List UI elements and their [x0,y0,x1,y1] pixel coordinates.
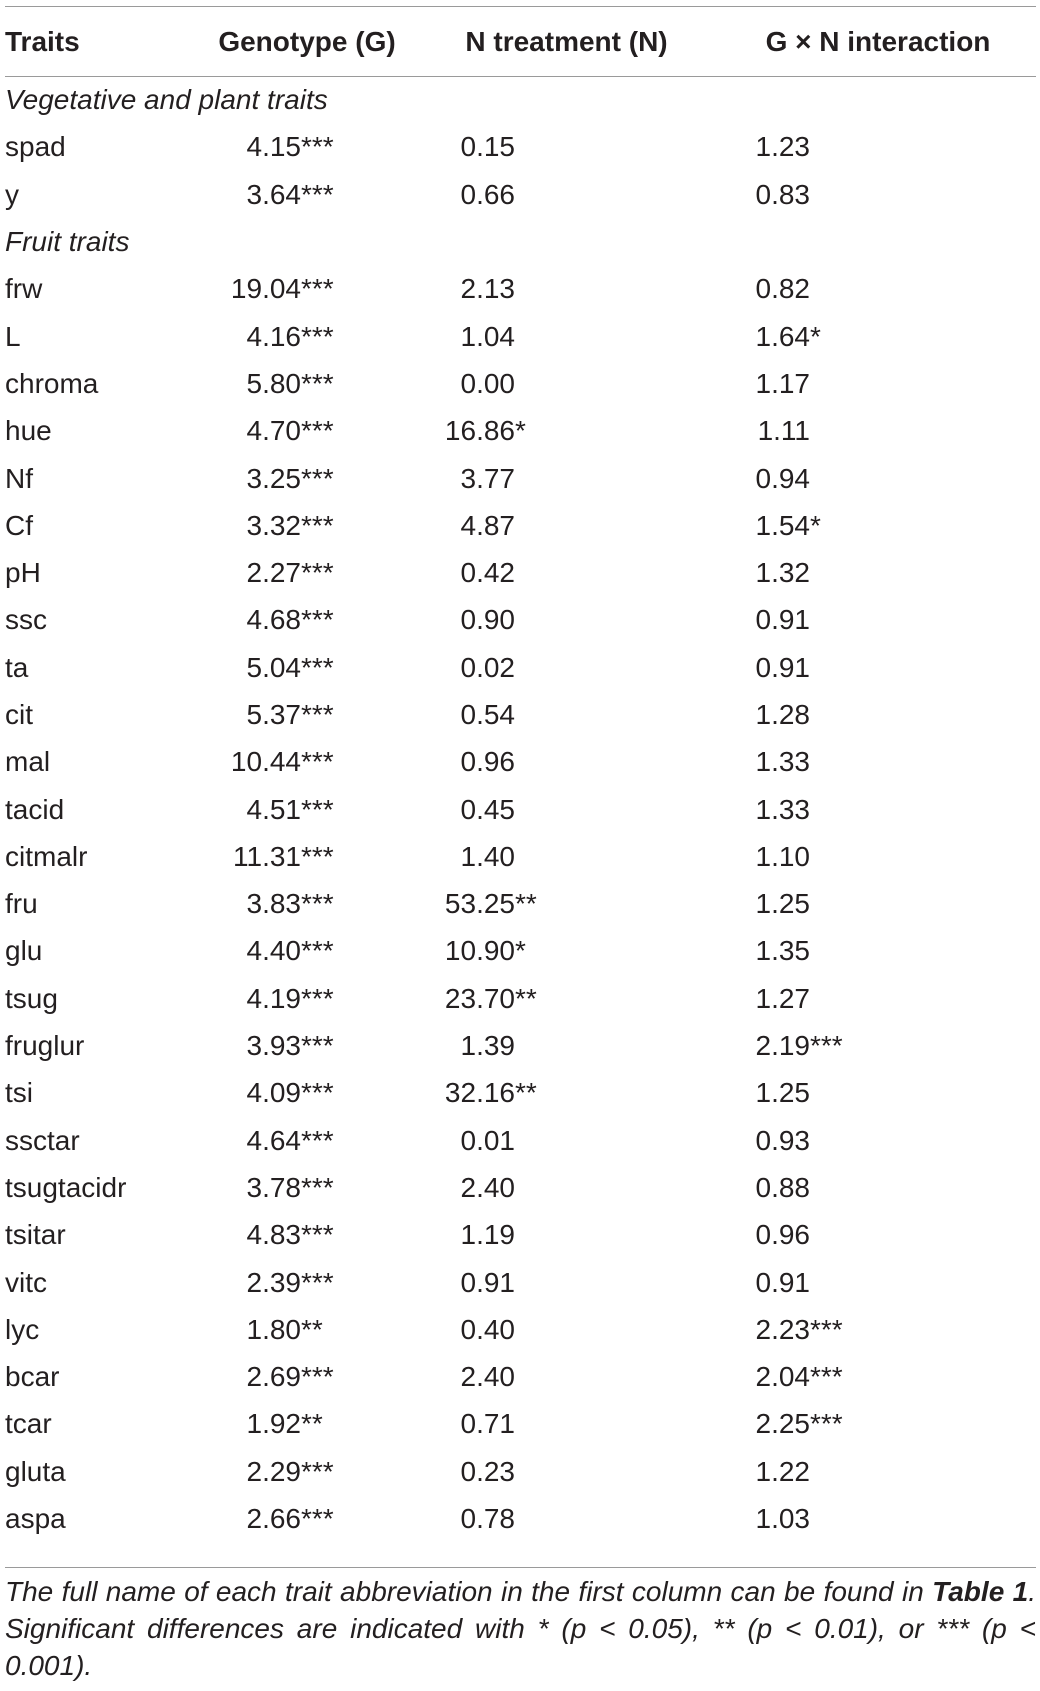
genotype-significance: *** [301,1361,334,1393]
gxn-interaction-cell [720,786,1036,833]
trait-name: aspa [5,1503,66,1535]
n-treatment-cell [413,1354,720,1401]
genotype-cell [201,691,413,738]
table-row [5,1448,1036,1495]
gxn-interaction-value: 1.23 [755,131,810,163]
genotype-cell [201,975,413,1022]
gxn-interaction-value: 1.28 [755,699,810,730]
n-treatment-value: 16.86 [444,415,515,447]
genotype-value: 3.93 [246,1030,301,1062]
table-bottom-rule [5,1567,1036,1568]
n-treatment-cell [413,171,720,218]
n-treatment-cell [413,124,720,171]
table-row [5,171,1036,218]
n-treatment-significance: ** [515,1077,537,1109]
gxn-interaction-value: 1.33 [755,746,810,778]
genotype-value: 2.27 [246,557,301,589]
gxn-interaction-value: 1.03 [755,1503,810,1535]
n-treatment-cell [413,1306,720,1353]
genotype-significance: *** [301,651,334,683]
genotype-significance: *** [301,840,334,872]
genotype-value: 2.69 [246,1361,301,1393]
trait-name: chroma [5,367,99,399]
gxn-interaction-value: 0.91 [755,651,810,683]
gxn-interaction-cell [720,1259,1036,1306]
trait-name: ssctar [5,1124,80,1156]
table-row [5,502,1036,549]
gxn-interaction-cell [720,833,1036,880]
n-treatment-value: 0.54 [460,699,515,730]
genotype-cell [201,360,413,407]
header-n-treatment: N treatment (N) [465,25,668,57]
genotype-value: 1.92 [246,1408,301,1440]
gxn-interaction-significance: *** [810,1408,843,1440]
n-treatment-cell [413,881,720,928]
gxn-interaction-value: 1.10 [755,840,810,872]
n-treatment-significance: * [515,935,526,967]
n-treatment-cell [413,360,720,407]
genotype-significance: *** [301,1266,334,1298]
genotype-significance: *** [301,367,334,399]
gxn-interaction-cell [720,739,1036,786]
genotype-value: 5.04 [246,651,301,683]
table-row [5,881,1036,928]
gxn-interaction-cell [720,928,1036,975]
genotype-cell [201,739,413,786]
gxn-interaction-cell [720,1401,1036,1448]
gxn-interaction-value: 1.17 [755,367,810,399]
table-row [5,360,1036,407]
n-treatment-significance: * [515,415,526,447]
genotype-value: 4.83 [246,1219,301,1251]
trait-name: mal [5,746,51,778]
genotype-significance: *** [301,1455,334,1487]
gxn-interaction-cell [720,1354,1036,1401]
gxn-interaction-value: 1.22 [755,1455,810,1487]
genotype-cell [201,408,413,455]
genotype-cell [201,1259,413,1306]
n-treatment-value: 1.04 [460,320,515,352]
genotype-significance: *** [301,557,334,589]
n-treatment-value: 32.16 [444,1077,515,1109]
gxn-interaction-value: 2.25 [755,1408,810,1440]
genotype-value: 3.64 [246,178,301,210]
n-treatment-cell [413,1259,720,1306]
genotype-cell [201,1354,413,1401]
n-treatment-value: 0.02 [460,651,515,683]
gxn-interaction-cell [720,124,1036,171]
genotype-significance: ** [301,1408,323,1440]
gxn-interaction-cell [720,1117,1036,1164]
gxn-interaction-cell [720,881,1036,928]
genotype-value: 4.70 [246,415,301,447]
genotype-value: 4.19 [246,982,301,1014]
trait-name: gluta [5,1455,66,1487]
trait-name: fruglur [5,1030,85,1062]
gxn-interaction-cell [720,1022,1036,1069]
genotype-cell [201,1306,413,1353]
genotype-significance: *** [301,131,334,163]
genotype-significance: *** [301,1124,334,1156]
genotype-value: 3.83 [246,888,301,920]
trait-name: tsitar [5,1219,66,1251]
gxn-interaction-value: 2.04 [755,1361,810,1393]
n-treatment-value: 2.13 [460,273,515,305]
genotype-significance: *** [301,1503,334,1535]
genotype-significance: *** [301,982,334,1014]
genotype-value: 4.16 [246,320,301,352]
table-row [5,1117,1036,1164]
genotype-value: 4.40 [246,935,301,967]
table-row [5,1401,1036,1448]
trait-name: ssc [5,604,47,636]
gxn-interaction-value: 1.33 [755,793,810,825]
gxn-interaction-value: 0.91 [755,1266,810,1298]
gxn-interaction-cell [720,313,1036,360]
n-treatment-value: 1.40 [460,840,515,872]
gxn-interaction-value: 1.25 [755,1077,810,1109]
genotype-value: 4.15 [246,131,301,163]
trait-name: y [5,178,19,210]
n-treatment-cell [413,1401,720,1448]
trait-name: Cf [5,509,33,541]
n-treatment-cell [413,975,720,1022]
genotype-value: 10.44 [230,746,301,778]
section-title: Vegetative and plant traits [5,84,328,116]
n-treatment-cell [413,502,720,549]
gxn-interaction-cell [720,1495,1036,1542]
genotype-cell [201,1164,413,1211]
n-treatment-cell [413,313,720,360]
n-treatment-cell [413,786,720,833]
trait-name: glu [5,935,43,967]
gxn-interaction-value: 1.11 [757,415,810,447]
genotype-value: 5.37 [246,699,301,730]
gxn-interaction-significance: *** [810,1313,843,1345]
genotype-value: 11.31 [233,840,301,872]
n-treatment-cell [413,266,720,313]
table-row [5,644,1036,691]
genotype-cell [201,1070,413,1117]
gxn-interaction-value: 0.88 [755,1171,810,1203]
gxn-interaction-cell [720,644,1036,691]
footnote-text-before: The full name of each trait abbreviation in the first column can be found in [5,1576,933,1607]
trait-name: tacid [5,793,65,825]
n-treatment-value: 23.70 [444,982,515,1014]
genotype-significance: *** [301,604,334,636]
trait-name: lyc [5,1313,40,1345]
gxn-interaction-value: 1.25 [755,888,810,920]
gxn-interaction-value: 1.32 [755,557,810,589]
gxn-interaction-value: 0.91 [755,604,810,636]
gxn-interaction-cell [720,502,1036,549]
n-treatment-value: 53.25 [444,888,515,920]
genotype-value: 4.09 [246,1077,301,1109]
gxn-interaction-cell [720,455,1036,502]
n-treatment-significance: ** [515,982,537,1014]
genotype-significance: *** [301,1077,334,1109]
genotype-cell [201,171,413,218]
n-treatment-cell [413,455,720,502]
table-body [5,77,1036,1543]
n-treatment-value: 0.01 [460,1124,515,1156]
n-treatment-cell [413,1164,720,1211]
gxn-interaction-cell [720,266,1036,313]
genotype-cell [201,124,413,171]
gxn-interaction-cell [720,549,1036,596]
genotype-significance: *** [301,793,334,825]
gxn-interaction-value: 0.96 [755,1219,810,1251]
genotype-significance: *** [301,935,334,967]
genotype-value: 2.29 [246,1455,301,1487]
n-treatment-cell [413,928,720,975]
table-row [5,1022,1036,1069]
genotype-value: 5.80 [246,367,301,399]
n-treatment-value: 2.40 [460,1171,515,1203]
genotype-cell [201,1022,413,1069]
n-treatment-cell [413,1495,720,1542]
genotype-significance: *** [301,415,334,447]
trait-name: hue [5,415,52,447]
table-row [5,786,1036,833]
anova-table [5,6,1036,1543]
n-treatment-value: 2.40 [460,1361,515,1393]
genotype-value: 4.68 [246,604,301,636]
genotype-cell [201,1448,413,1495]
n-treatment-cell [413,1022,720,1069]
table-row [5,1354,1036,1401]
genotype-value: 2.66 [246,1503,301,1535]
table-row [5,1259,1036,1306]
n-treatment-cell [413,408,720,455]
gxn-interaction-value: 1.27 [755,982,810,1014]
gxn-interaction-value: 1.54 [755,509,810,541]
n-treatment-cell [413,644,720,691]
n-treatment-value: 1.39 [460,1030,515,1062]
table-header-row [5,7,1036,77]
genotype-cell [201,881,413,928]
n-treatment-cell [413,1212,720,1259]
table-row [5,266,1036,313]
gxn-interaction-cell [720,1070,1036,1117]
genotype-cell [201,455,413,502]
trait-name: L [5,320,21,352]
genotype-value: 2.39 [246,1266,301,1298]
footnote-text-after: . Significant differences are indicated with * (p < 0.05), ** (p < 0.01), or *** (p < 0.001). [5,1576,1036,1681]
section-row [5,218,1036,265]
genotype-value: 4.64 [246,1124,301,1156]
n-treatment-value: 0.15 [460,131,515,163]
genotype-significance: *** [301,699,334,730]
gxn-interaction-value: 1.64 [755,320,810,352]
genotype-significance: *** [301,462,334,494]
trait-name: Nf [5,462,33,494]
genotype-cell [201,502,413,549]
genotype-significance: *** [301,320,334,352]
trait-name: tsug [5,982,58,1014]
table-row [5,313,1036,360]
trait-name: spad [5,131,66,163]
genotype-cell [201,644,413,691]
gxn-interaction-significance: *** [810,1030,843,1062]
gxn-interaction-value: 2.23 [755,1313,810,1345]
n-treatment-value: 10.90 [444,935,515,967]
genotype-significance: *** [301,509,334,541]
n-treatment-value: 0.40 [460,1313,515,1345]
n-treatment-significance: ** [515,888,537,920]
table-row [5,928,1036,975]
gxn-interaction-cell [720,408,1036,455]
gxn-interaction-cell [720,691,1036,738]
header-gxn-interaction: G × N interaction [765,25,991,57]
genotype-value: 3.32 [246,509,301,541]
n-treatment-value: 1.19 [460,1219,515,1251]
n-treatment-value: 0.90 [460,604,515,636]
genotype-cell [201,1212,413,1259]
genotype-significance: *** [301,746,334,778]
n-treatment-cell [413,1070,720,1117]
genotype-significance: *** [301,178,334,210]
genotype-cell [201,1401,413,1448]
gxn-interaction-cell [720,597,1036,644]
table-row [5,975,1036,1022]
gxn-interaction-cell [720,360,1036,407]
gxn-interaction-value: 1.35 [755,935,810,967]
table-row [5,1070,1036,1117]
gxn-interaction-cell [720,171,1036,218]
genotype-cell [201,1117,413,1164]
genotype-value: 3.78 [246,1171,301,1203]
footnote-table-ref: Table 1 [932,1576,1029,1607]
trait-name: cit [5,699,33,730]
header-genotype: Genotype (G) [218,25,396,57]
n-treatment-cell [413,1117,720,1164]
table-row [5,1164,1036,1211]
genotype-value: 3.25 [246,462,301,494]
table-row [5,833,1036,880]
table-row [5,408,1036,455]
trait-name: fru [5,888,38,920]
genotype-cell [201,1495,413,1542]
gxn-interaction-value: 0.93 [755,1124,810,1156]
gxn-interaction-value: 0.83 [755,178,810,210]
genotype-significance: *** [301,1171,334,1203]
trait-name: tcar [5,1408,52,1440]
genotype-cell [201,597,413,644]
gxn-interaction-cell [720,1164,1036,1211]
n-treatment-cell [413,549,720,596]
table-footnote [5,1573,1036,1684]
trait-name: pH [5,557,41,589]
n-treatment-value: 0.45 [460,793,515,825]
genotype-significance: *** [301,1030,334,1062]
trait-name: frw [5,273,43,305]
gxn-interaction-significance: * [810,509,821,541]
genotype-significance: *** [301,1219,334,1251]
genotype-significance: *** [301,273,334,305]
n-treatment-value: 0.78 [460,1503,515,1535]
table-row [5,1495,1036,1542]
gxn-interaction-value: 0.94 [755,462,810,494]
genotype-cell [201,786,413,833]
n-treatment-value: 0.71 [460,1408,515,1440]
trait-name: citmalr [5,840,88,872]
genotype-cell [201,549,413,596]
table-row [5,549,1036,596]
n-treatment-cell [413,691,720,738]
gxn-interaction-cell [720,1306,1036,1353]
gxn-interaction-cell [720,1448,1036,1495]
gxn-interaction-significance: * [810,320,821,352]
gxn-interaction-value: 0.82 [755,273,810,305]
genotype-cell [201,928,413,975]
n-treatment-value: 0.23 [460,1455,515,1487]
genotype-value: 19.04 [230,273,301,305]
trait-name: bcar [5,1361,60,1393]
trait-name: tsi [5,1077,33,1109]
genotype-value: 1.80 [246,1313,301,1345]
gxn-interaction-significance: *** [810,1361,843,1393]
table-row [5,691,1036,738]
gxn-interaction-value: 2.19 [755,1030,810,1062]
trait-name: tsugtacidr [5,1171,127,1203]
table-row [5,1306,1036,1353]
header-traits: Traits [5,25,80,57]
trait-name: ta [5,651,29,683]
section-row [5,77,1036,124]
n-treatment-cell [413,739,720,786]
genotype-cell [201,833,413,880]
n-treatment-value: 0.96 [460,746,515,778]
trait-name: vitc [5,1266,47,1298]
n-treatment-value: 0.42 [460,557,515,589]
genotype-cell [201,266,413,313]
section-title: Fruit traits [5,226,130,258]
n-treatment-value: 0.91 [460,1266,515,1298]
table-row [5,455,1036,502]
n-treatment-value: 3.77 [460,462,515,494]
n-treatment-cell [413,1448,720,1495]
genotype-significance: *** [301,888,334,920]
n-treatment-cell [413,597,720,644]
genotype-significance: ** [301,1313,323,1345]
n-treatment-value: 0.66 [460,178,515,210]
genotype-cell [201,313,413,360]
gxn-interaction-cell [720,1212,1036,1259]
table-row [5,124,1036,171]
genotype-value: 4.51 [246,793,301,825]
table-row [5,597,1036,644]
n-treatment-cell [413,833,720,880]
n-treatment-value: 0.00 [460,367,515,399]
table-row [5,739,1036,786]
n-treatment-value: 4.87 [460,509,515,541]
gxn-interaction-cell [720,975,1036,1022]
table-row [5,1212,1036,1259]
